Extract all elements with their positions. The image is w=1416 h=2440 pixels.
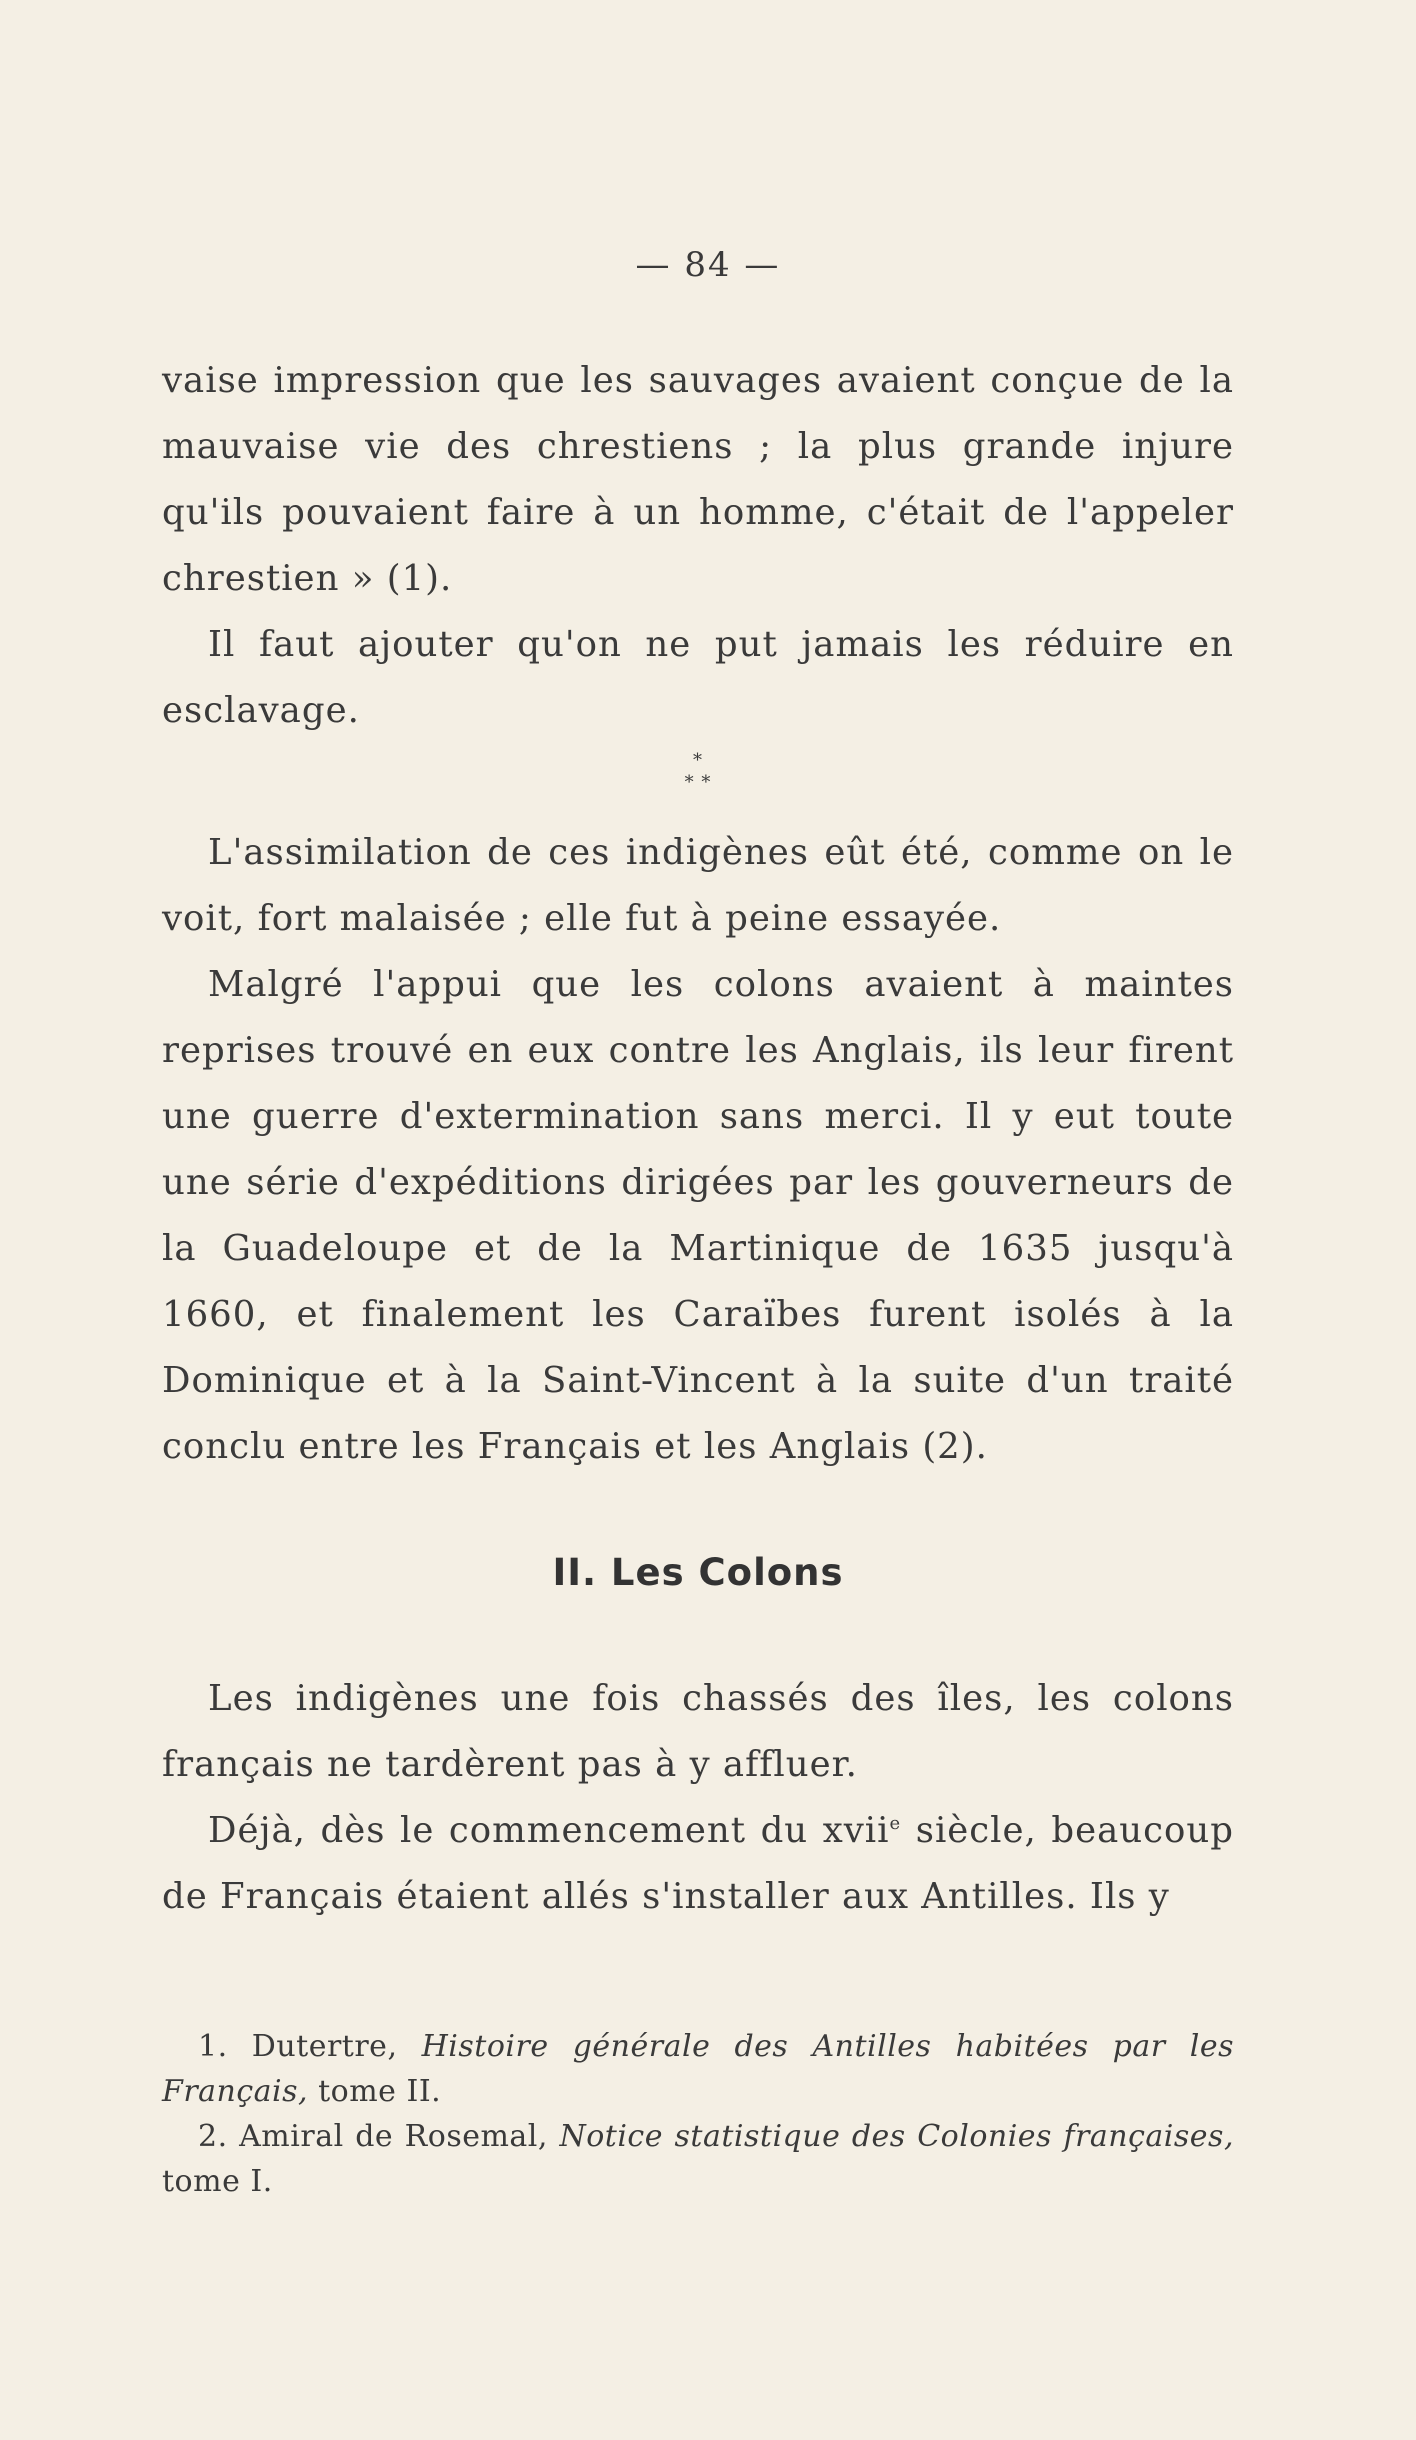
footnote-1-author: 1. Dutertre, xyxy=(198,2029,422,2064)
paragraph-colons-arrive: Les indigènes une fois chassés des îles, les colons français ne tardèrent pas à y affluer. xyxy=(162,1678,1234,1785)
paragraph-continuation: vaise impression que les sauvages avaient conçue de la mauvaise vie des chrestiens ; la plus grande injure qu'ils pouvaient faire à un homme, c'était de l'appeler chrestien » (1). xyxy=(162,360,1234,599)
asterism-divider xyxy=(162,750,1234,794)
paragraph-extermination: Malgré l'appui que les colons avaient à maintes reprises trouvé en eux contre les Anglais, ils leur firent une guerre d'extermination sans merci. Il y eut toute une série d'expéditions dirigées par les gouverneurs de la Guadeloupe et de la Martinique de 1635 jusqu'à 1660, et finalement les Caraïbes furent isolés à la Dominique et à la Saint-Vincent à la suite d'un traité conclu entre les Français et les Anglais (2). xyxy=(162,964,1234,1467)
footnote-1 xyxy=(162,2024,1234,2114)
superscript-e: e xyxy=(889,1813,902,1835)
footnote-2-title: Notice statistique des Colonies françaises, xyxy=(559,2119,1234,2154)
paragraph-slavery: Il faut ajouter qu'on ne put jamais les réduire en esclavage. xyxy=(162,624,1234,731)
asterism-top: * xyxy=(693,750,703,771)
footnote-2-volume: tome I. xyxy=(162,2164,273,2199)
footnote-1-title: Histoire générale des Antilles habitées par les Français, xyxy=(162,2029,1234,2109)
footnote-2 xyxy=(162,2114,1234,2204)
text-segment: Déjà, dès le commencement du xvii xyxy=(208,1810,890,1851)
paragraph-assimilation: L'assimilation de ces indigènes eût été, comme on le voit, fort malaisée ; elle fut à peine essayée. xyxy=(162,832,1234,939)
footnote-1-volume: tome II. xyxy=(308,2074,442,2109)
paragraph-seventeenth-century xyxy=(162,1798,1234,1930)
text-segment: siècle, beaucoup de Français étaient allés s'installer aux Antilles. Ils y xyxy=(162,1810,1234,1917)
footnote-2-author: 2. Amiral de Rosemal, xyxy=(198,2119,560,2154)
section-heading: II. Les Colons xyxy=(552,1551,844,1594)
asterism-bottom: * * xyxy=(684,772,712,793)
footnotes xyxy=(162,2024,1234,2204)
page-number: — 84 — xyxy=(635,245,781,285)
main-text xyxy=(162,348,1234,1930)
